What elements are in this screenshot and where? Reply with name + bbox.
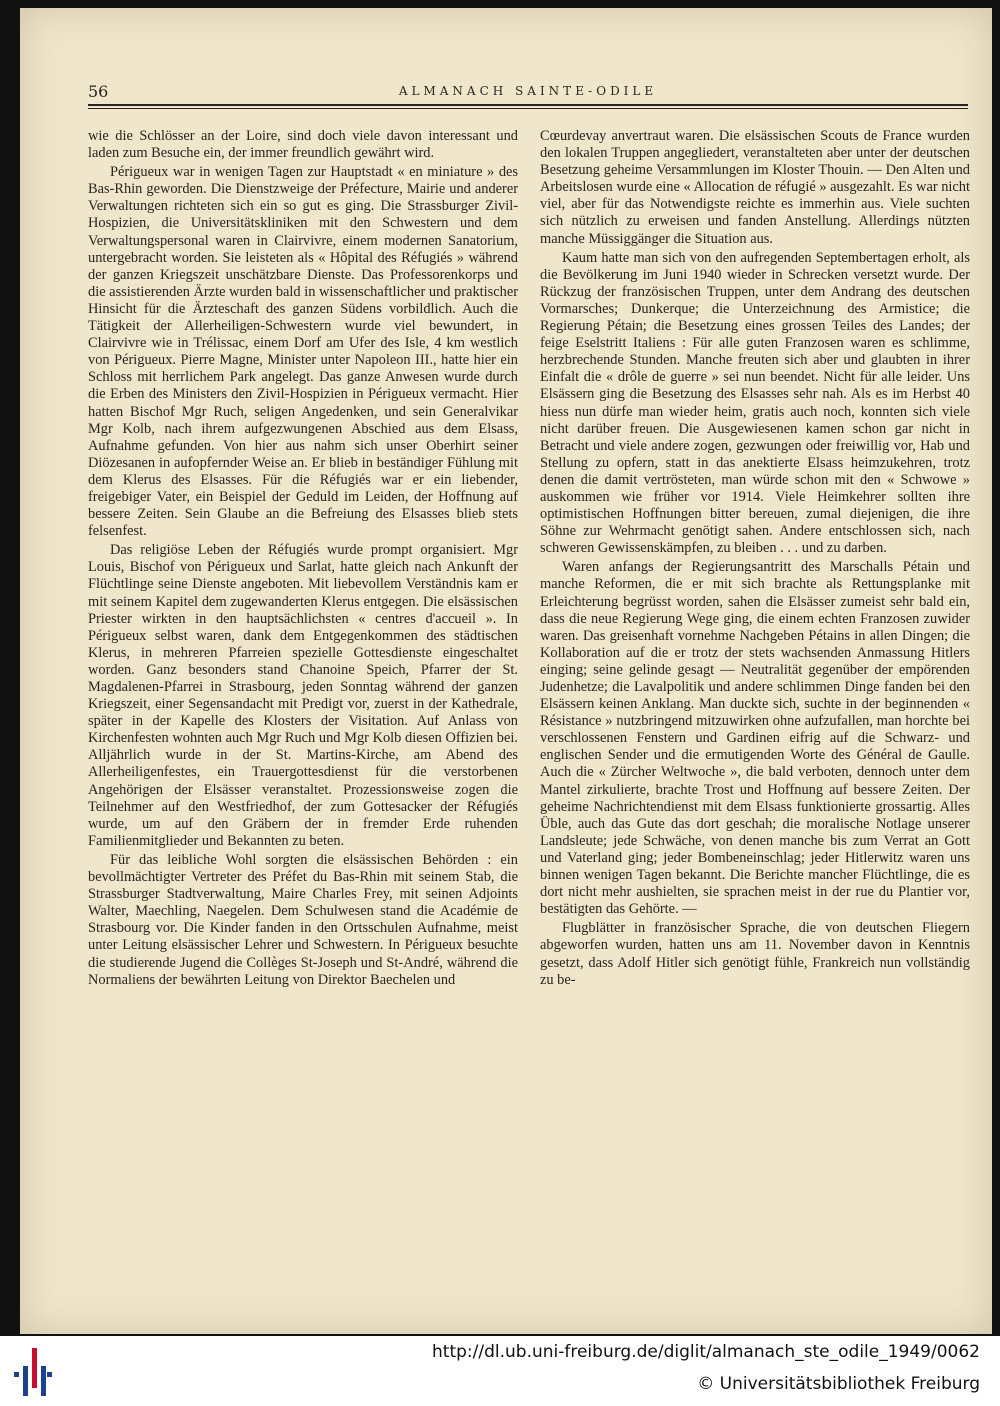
header-rule-thin	[88, 108, 968, 109]
left-column	[88, 128, 518, 989]
university-library-logo-icon	[14, 1346, 52, 1398]
running-title: ALMANACH SAINTE-ODILE	[398, 84, 658, 98]
paragraph: Das religiöse Leben der Réfugiés wurde prompt organisiert. Mgr Louis, Bischof von Périgueux und Sarlat, hatte gleich nach Ankunft der Flüchtlinge seine Dienste angeboten. Mit liebevollem Verständnis kam er mit seinem Kapitel dem zugewanderten Klerus entgegen. Die elsässischen Priester wirkten in den hauptsächlichsten « centres d'accueil ». In Périgueux selbst waren, dank dem Entgegenkommen des städtischen Klerus, in mehreren Pfarreien spezielle Gottesdienste eingeschaltet worden. Ganz besonders stand Chanoine Speich, Pfarrer der St. Magdalenen-Pfarrei in Strasbourg, jeden Sonntag während der ganzen Kriegszeit, einer Segensandacht mit Predigt vor, zuerst in der Kathedrale, später in der Kapelle des Klosters der Visitation. Auf Anlass von Kirchenfesten wohnten auch Mgr Ruch und Mgr Kolb diesen Offizien bei. Alljährlich wurde in der St. Martins-Kirche, am Abend des Allerheiligenfestes, ein Trauergottesdienst für die verstorbenen Angehörigen der Elsässer veranstaltet. Prozessionsweise zogen die Teilnehmer auf den Westfriedhof, der zum Gottesacker der Réfugiés wurde, um auf den Gräbern der in fremder Erde ruhenden Familienmitglieder und Bekannten zu beten.	[88, 542, 518, 849]
paragraph: Waren anfangs der Regierungsantritt des Marschalls Pétain und manche Reformen, die er mit sich brachte als Rettungsplanke mit Erleichterung begrüsst worden, sahen die Elsässer zumeist sehr bald ein, dass die neue Regierung Wege ging, die einem echten Franzosen zuwider waren. Das greisenhaft vornehme Nachgeben Pétains in allen Dingen; die Kollaboration auf die er trotz der stets wachsenden Anmassung Hitlers einging; seine gelinde gesagt — Neutralität gegenüber der empörenden Judenhetze; die Lavalpolitik und andere schlimmen Dinge fanden bei den Elsässern keinen Anklang. Man duckte sich, suchte in der beginnenden « Résistance » nutzbringend mitzuwirken ohne aufzufallen, man horchte bei verschlossenen Fenstern und Gardinen eifrig auf die Schwarz- und englischen Sender und die ermutigenden Worte des Général de Gaulle. Auch die « Zürcher Weltwoche », die bald verboten, dennoch unter dem Mantel zirkulierte, brachte Trost und Hoffnung auf bessere Zeiten. Der geheime Nachrichtendienst mit dem Elsass funktionierte grossartig. Alles Üble, auch das Gute das dort geschah; die moralische Notlage unserer Landsleute; jede Schwäche, von denen manche bis zum Verrat an Gott und Vaterland ging; jeder Bombeneinschlag; jeder Hitlerwitz waren uns binnen wenigen Tagen bekannt. Die Berichte mancher Flüchtlinge, die es dort nicht mehr aushielten, sie sprachen meist in der rue du Plantier vor, bestätigten das Gehörte. —	[540, 559, 970, 918]
paragraph: Flugblätter in französischer Sprache, die von deutschen Fliegern abgeworfen wurden, hatten uns am 11. November davon in Kenntnis gesetzt, dass Adolf Hitler sich genötigt fühle, Frankreich nun vollständig zu be-	[540, 920, 970, 988]
header-rule	[88, 104, 968, 106]
paragraph: Kaum hatte man sich von den aufregenden Septembertagen erholt, als die Bevölkerung im Juni 1940 wieder in Schrecken versetzt wurde. Der Rückzug der französischen Truppen, unter dem Andrang des deutschen Vormarsches; Dunkerque; die Unterzeichnung des Armistice; die Regierung Pétain; die Besetzung eines grossen Teiles des Landes; der feige Eselstritt Italiens : Für alle guten Franzosen waren es schlimme, herzbrechende Stunden. Manche freuten sich aber und glaubten in ihrer Einfalt die « drôle de guerre » sei nun beendet. Nicht für alle leider. Uns Elsässern ging die Besetzung des Elsasses sehr nah. Als es im Herbst 40 hiess nun dürfe man wieder heim, gratis auch noch, konnten sich viele nicht darüber freuen. Die Ausgewiesenen kamen schon gar nicht in Betracht und viele andere zogen, gezwungen oder freiwillig vor, Hab und Stellung zu opfern, statt in das anektierte Elsass heimzukehren, trotz denen die damit vertrösteten, man würde schon mit den « Schwowe » auskommen wie früher vor 1914. Viele Heimkehrer sollten ihre optimistischen Hoffnungen bitter bereuen, zumal diejenigen, die ihre Söhne zur Wehrmacht genötigt sahen. Andere entschlossen sich, nach schweren Gewissenskämpfen, zu bleiben . . . und zu darben.	[540, 249, 970, 557]
paragraph: Périgueux war in wenigen Tagen zur Hauptstadt « en miniature » des Bas-Rhin geworden. Die Dienstzweige der Préfecture, Mairie und anderer Verwaltungen richteten sich ein so gut es ging. Die Strassburger Zivil-Hospizien, die Universitätskliniken mit den Schwestern und dem Verwaltungspersonal waren in Clairvivre, einem modernen Sanatorium, untergebracht worden. Sie leisteten als « Hôpital des Réfugiés » während der ganzen Kriegszeit unschätzbare Dienste. Das Professorenkorps und die assistierenden Ärzte wurden bald in wissenschaftlicher und praktischer Hinsicht für die Ärzteschaft des ganzen Südens vorbildlich. Auch die Tätigkeit der Allerheiligen-Schwestern wurde viel bewundert, in Clairvivre wie in Trélissac, einem Dorf am Ufer des Isle, 4 km westlich von Périgueux. Pierre Magne, Minister unter Napoleon III., hatte hier ein Schloss mit herrlichem Park angelegt. Das ganze Anwesen wurde durch die Erben des Ministers den Zivil-Hospizien in Périgueux vermacht. Hier hatten Bischof Mgr Ruch, seligen Angedenken, und sein Generalvikar Mgr Kolb, nach ihrem aufgezwungenen Abschied aus dem Elsass, Aufnahme gefunden. Von hier aus nahm sich unser Oberhirt seiner Diözesanen in aufopfernder Weise an. Er blieb in beständiger Fühlung mit dem Klerus des Elsasses. Für die Réfugiés war er ein liebender, freigebiger Vater, ein Beispiel der Geduld im Leiden, der Hoffnung auf bessere Zeiten. Sein Glaube an die Befreiung des Elsasses blieb stets felsenfest.	[88, 164, 518, 540]
footer-bar	[0, 1336, 1000, 1406]
page-number: 56	[88, 82, 109, 101]
page-header	[88, 82, 968, 104]
paragraph: Für das leibliche Wohl sorgten die elsässischen Behörden : ein bevollmächtigter Vertreter des Préfet du Bas-Rhin mit seinem Stab, die Strassburger Stadtverwaltung, Maire Charles Frey, mit seinen Adjoints Walter, Maechling, Naegelen. Dem Schulwesen stand die Académie de Strasbourg vor. Die Kinder fanden in den Ortsschulen Aufnahme, meist unter Leitung elsässischer Lehrer und Schwestern. In Périgueux besuchte die studierende Jugend die Collèges St-Joseph und St-André, während die Normaliens der bewährten Leitung von Direktor Baechelen und	[88, 851, 518, 988]
footer-permalink[interactable]: http://dl.ub.uni-freiburg.de/diglit/almanach_ste_odile_1949/0062	[432, 1342, 980, 1362]
paragraph: wie die Schlösser an der Loire, sind doch viele davon interessant und laden zum Besuche ein, der immer freundlich gewährt wird.	[88, 128, 518, 162]
footer-copyright: © Universitätsbibliothek Freiburg	[697, 1374, 980, 1394]
right-column	[540, 128, 970, 989]
paragraph: Cœurdevay anvertraut waren. Die elsässischen Scouts de France wurden den lokalen Truppen angegliedert, veranstalteten aber unter der deutschen Besetzung geheime Versammlungen im Kloster Thouin. — Den Alten und Arbeitslosen wurde eine « Allocation de réfugié » ausgezahlt. Es war nicht viel, aber für das Notwendigste reichte es immerhin aus. Viele suchten sich nützlich zu erweisen und fanden Anstellung. Allerdings nützten manche Müssiggänger die Situation aus.	[540, 128, 970, 247]
